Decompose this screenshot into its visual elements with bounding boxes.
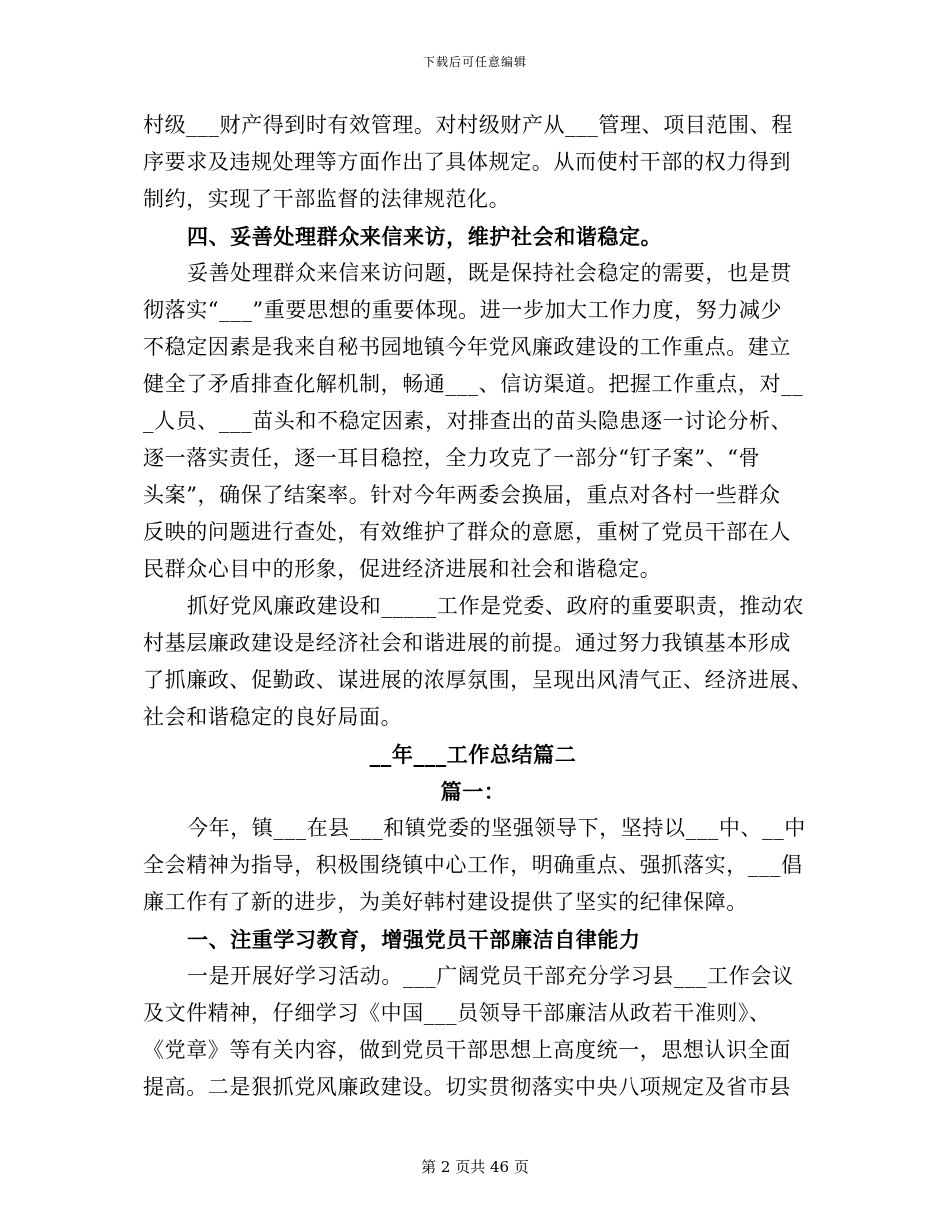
text-line-22: 廉工作有了新的进步，为美好韩村建设提供了坚实的纪律保障。 bbox=[143, 890, 748, 914]
text-line-24: 一是开展好学习活动。___广阔党员干部充分学习县___工作会议 bbox=[187, 964, 794, 988]
text-line-26: 《党章》等有关内容，做到党员干部思想上高度统一，思想认识全面 bbox=[143, 1038, 791, 1062]
chapter-heading: 篇一： bbox=[440, 779, 506, 804]
text-line-13: 民群众心目中的形象，促进经济进展和社会和谐稳定。 bbox=[143, 557, 662, 581]
page-footer: 第 2 页共 46 页 bbox=[421, 1158, 529, 1176]
document-body bbox=[143, 107, 813, 1106]
text-line-14: 抓好党风廉政建设和_____工作是党委、政府的重要职责，推动农 bbox=[187, 594, 805, 618]
text-line-2: 序要求及违规处理等方面作出了具体规定。从而使村干部的权力得到 bbox=[143, 150, 791, 174]
text-line-17: 社会和谐稳定的良好局面。 bbox=[143, 705, 403, 729]
text-line-20: 今年，镇___在县___和镇党委的坚强领导下，坚持以___中、__中 bbox=[187, 816, 806, 840]
text-line-5: 妥善处理群众来信来访问题，既是保持社会稳定的需要，也是贯 bbox=[187, 261, 792, 285]
text-line-9: _人员、___苗头和不稳定因素，对排查出的苗头隐患逐一讨论分析、 bbox=[143, 409, 793, 433]
text-line-6: 彻落实“___”重要思想的重要体现。进一步加大工作力度，努力减少 bbox=[143, 298, 783, 322]
text-line-15: 村基层廉政建设是经济社会和谐进展的前提。通过努力我镇基本形成 bbox=[143, 631, 791, 655]
text-line-27: 提高。二是狠抓党风廉政建设。切实贯彻落实中央八项规定及省市县 bbox=[143, 1075, 791, 1099]
text-line-3: 制约，实现了干部监督的法律规范化。 bbox=[143, 187, 511, 211]
text-line-10: 逐一落实责任，逐一耳目稳控，全力攻克了一部分“钉子案”、“骨 bbox=[143, 446, 761, 470]
document-title: __年___工作总结篇二 bbox=[369, 742, 577, 767]
text-line-12: 反映的问题进行查处，有效维护了群众的意愿，重树了党员干部在人 bbox=[143, 520, 791, 544]
text-line-1: 村级___财产得到时有效管理。对村级财产从___管理、项目范围、程 bbox=[143, 113, 793, 137]
section-heading-4: 四、妥善处理群众来信来访，维护社会和谐稳定。 bbox=[187, 224, 663, 249]
text-line-16: 了抓廉政、促勤政、谋进展的浓厚氛围，呈现出风清气正、经济进展、 bbox=[143, 668, 813, 692]
text-line-21: 全会精神为指导，积极围绕镇中心工作，明确重点、强抓落实，___倡 bbox=[143, 853, 803, 877]
text-line-25: 及文件精神，仔细学习《中国___员领导干部廉洁从政若干准则》、 bbox=[143, 1001, 771, 1025]
text-line-8: 健全了矛盾排查化解机制，畅通___、信访渠道。把握工作重点，对__ bbox=[143, 372, 804, 396]
text-line-11: 头案”，确保了结案率。针对今年两委会换届，重点对各村一些群众 bbox=[143, 483, 781, 507]
page-header: 下载后可任意编辑 bbox=[422, 55, 527, 69]
text-line-7: 不稳定因素是我来自秘书园地镇今年党风廉政建设的工作重点。建立 bbox=[143, 335, 791, 359]
section-heading-1: 一、注重学习教育，增强党员干部廉洁自律能力 bbox=[187, 927, 641, 952]
